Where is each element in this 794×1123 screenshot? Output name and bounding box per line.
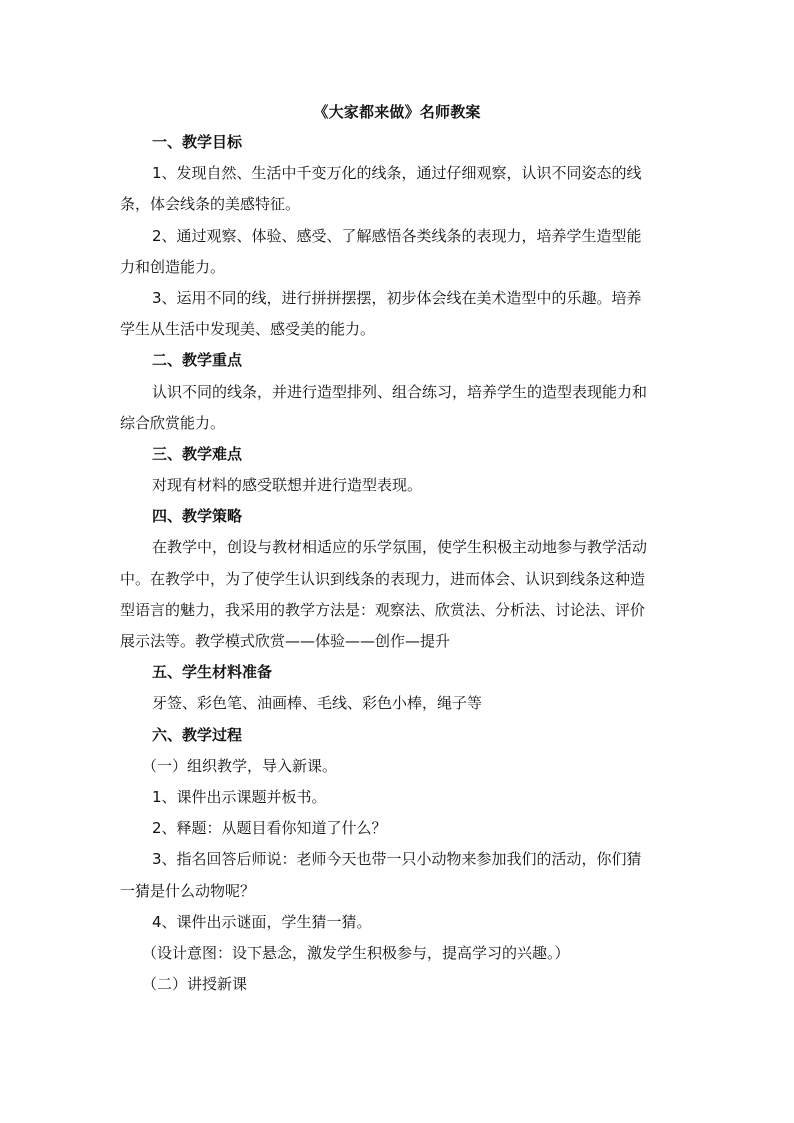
paragraph-line: 一猜是什么动物呢？ <box>120 881 256 900</box>
paragraph-line: 3、指名回答后师说：老师今天也带一只小动物来参加我们的活动，你们猜 <box>152 850 642 869</box>
paragraph-line: 4、课件出示谜面，学生猜一猜。 <box>152 912 372 931</box>
paragraph-line: （设计意图：设下悬念，激发学生积极参与，提高学习的兴趣。） <box>142 943 570 962</box>
section-heading: 四、教学策略 <box>152 507 243 526</box>
document-title: 《大家都来做》名师教案 <box>313 103 481 121</box>
paragraph-line: 1、发现自然、生活中千变万化的线条，通过仔细观察，认识不同姿态的线 <box>152 164 642 183</box>
paragraph-line: 型语言的魅力，我采用的教学方法是：观察法、欣赏法、分析法、讨论法、评价 <box>120 600 646 619</box>
section-heading: 三、教学难点 <box>152 444 243 463</box>
paragraph-line: 对现有材料的感受联想并进行造型表现。 <box>152 476 423 495</box>
paragraph-line: （二）讲授新课 <box>142 975 248 994</box>
paragraph-line: 综合欣赏能力。 <box>120 413 226 432</box>
section-heading: 一、教学目标 <box>152 133 243 151</box>
paragraph-line: 1、课件出示课题并板书。 <box>152 787 327 806</box>
document-body <box>120 127 680 1000</box>
paragraph-line: 展示法等。教学模式欣赏——体验——创作—提升 <box>120 632 451 650</box>
paragraph-line: 条，体会线条的美感特征。 <box>120 195 301 214</box>
paragraph-line: 2、通过观察、体验、感受、了解感悟各类线条的表现力，培养学生造型能 <box>152 226 642 245</box>
paragraph-line: 2、释题：从题目看你知道了什么？ <box>152 819 387 838</box>
paragraph-line: 牙签、彩色笔、油画棒、毛线、彩色小棒，绳子等 <box>152 694 483 713</box>
paragraph-line: 3、运用不同的线，进行拼拼摆摆，初步体会线在美术造型中的乐趣。培养 <box>152 288 642 307</box>
paragraph-line: 中。在教学中，为了使学生认识到线条的表现力，进而体会、认识到线条这种造 <box>120 569 646 588</box>
paragraph-line: 在教学中，创设与教材相适应的乐学氛围，使学生积极主动地参与教学活动 <box>152 538 648 557</box>
paragraph-line: 学生从生活中发现美、感受美的能力。 <box>120 320 376 339</box>
section-heading: 六、教学过程 <box>152 725 243 744</box>
section-heading: 二、教学重点 <box>152 351 243 370</box>
paragraph-line: 力和创造能力。 <box>120 257 226 276</box>
paragraph-line: （一）组织教学，导入新课。 <box>142 756 338 775</box>
section-heading: 五、学生材料准备 <box>152 663 273 682</box>
paragraph-line: 认识不同的线条，并进行造型排列、组合练习，培养学生的造型表现能力和 <box>152 382 648 401</box>
